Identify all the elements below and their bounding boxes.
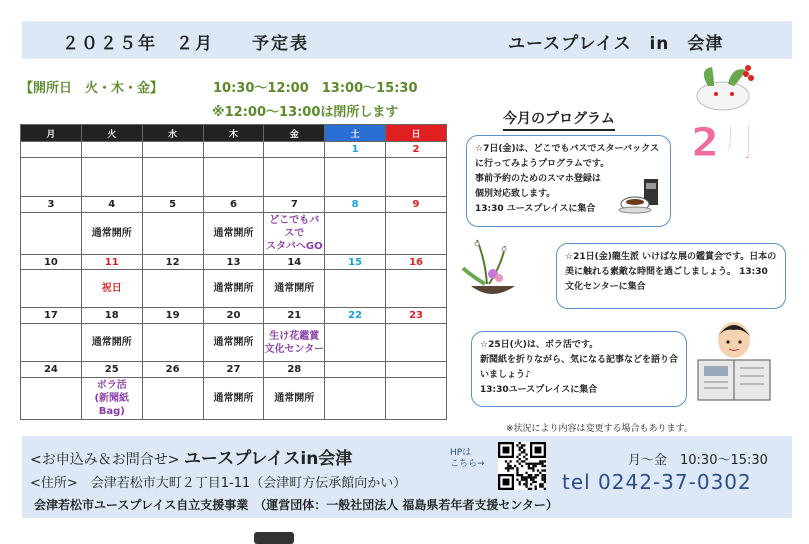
date-row [21, 362, 447, 378]
newspaper-reader-icon [694, 318, 774, 404]
weekday-6: 日 [386, 125, 447, 142]
event-cell [21, 377, 82, 419]
page-title: ２０２５年 ２月 予定表 [62, 34, 309, 54]
date-cell: 28 [264, 362, 325, 378]
event-cell [203, 157, 264, 196]
contact-name: ユースプレイスin会津 [183, 449, 353, 469]
event-cell [21, 270, 82, 308]
event-cell [142, 270, 203, 308]
date-cell: 12 [142, 254, 203, 270]
date-row [21, 254, 447, 270]
program-bubble-ikebana [556, 243, 786, 309]
phone-number[interactable]: tel 0242-37-0302 [562, 470, 752, 494]
event-cell [386, 324, 447, 362]
weekday-1: 火 [81, 125, 142, 142]
date-cell: 19 [142, 308, 203, 324]
event-cell: 祝日 [81, 270, 142, 308]
event-cell: 通常開所 [203, 270, 264, 308]
event-cell [21, 212, 82, 254]
address: <住所> 会津若松市大町２丁目1-11（会津町方伝承館向かい） [30, 476, 407, 491]
event-cell [21, 157, 82, 196]
date-cell [81, 142, 142, 158]
date-row [21, 196, 447, 212]
event-cell [142, 212, 203, 254]
date-cell: 27 [203, 362, 264, 378]
coffee-icon [618, 177, 662, 215]
event-cell: 通常開所 [264, 377, 325, 419]
date-cell: 5 [142, 196, 203, 212]
org-name: ユースプレイス in 会津 [508, 34, 724, 54]
date-cell: 1 [325, 142, 386, 158]
program-bubble-volunteer [471, 331, 687, 407]
date-cell: 20 [203, 308, 264, 324]
event-cell [142, 324, 203, 362]
event-cell: 生け花鑑賞 文化センター [264, 324, 325, 362]
date-cell: 22 [325, 308, 386, 324]
event-cell [81, 157, 142, 196]
event-cell [325, 324, 386, 362]
event-cell: 通常開所 [203, 212, 264, 254]
date-cell [264, 142, 325, 158]
event-cell: ボラ活 (新聞紙Bag) [81, 377, 142, 419]
date-cell: 23 [386, 308, 447, 324]
month-badge [683, 68, 793, 163]
opening-days: 【開所日 火・木・金】 [20, 81, 164, 96]
closed-note: ※12:00～13:00は閉所します [212, 105, 399, 120]
event-cell [386, 377, 447, 419]
date-row [21, 308, 447, 324]
footer-contact [22, 436, 792, 518]
date-cell: 17 [21, 308, 82, 324]
date-cell: 10 [21, 254, 82, 270]
date-cell: 18 [81, 308, 142, 324]
event-cell: 通常開所 [264, 270, 325, 308]
date-cell: 14 [264, 254, 325, 270]
date-cell: 15 [325, 254, 386, 270]
calendar-table [20, 124, 447, 420]
date-cell: 11 [81, 254, 142, 270]
change-note: ※状況により内容は変更する場合もあります。 [506, 424, 693, 434]
date-cell: 9 [386, 196, 447, 212]
weekday-0: 月 [21, 125, 82, 142]
date-cell [386, 362, 447, 378]
date-cell: 7 [264, 196, 325, 212]
event-row [21, 377, 447, 419]
event-cell [386, 212, 447, 254]
event-cell: 通常開所 [81, 324, 142, 362]
event-row [21, 324, 447, 362]
program-text: ☆21日(金)龍生派 いけばな展の鑑賞会です。日本の美に触れる素敵な時間を過ごしましょう。 13:30 文化センターに集合 [565, 252, 777, 292]
weekday-4: 金 [264, 125, 325, 142]
event-cell: 通常開所 [81, 212, 142, 254]
opening-days-line [20, 77, 418, 96]
event-row [21, 157, 447, 196]
event-cell [386, 157, 447, 196]
event-cell [325, 270, 386, 308]
bottom-tab [254, 532, 294, 544]
weekday-2: 水 [142, 125, 203, 142]
event-cell: 通常開所 [203, 377, 264, 419]
hp-label: HPは こちら→ [450, 448, 485, 469]
svg-text:2月: 2月 [691, 120, 759, 163]
program-text: ☆7日(金)は、どこでもバスでスターバックスに行ってみようプログラムです。 事前予約のためのスマホ登録は 個別対応致します。 13:30 ユースプレイスに集合 [475, 144, 660, 214]
contact-line [30, 444, 352, 469]
program-text: ☆25日(火)は、ボラ活です。 新聞紙を折りながら、気になる記事などを語り合いましょう♪ 13:30ユースプレイスに集合 [480, 340, 679, 395]
event-cell [264, 157, 325, 196]
event-cell [142, 157, 203, 196]
date-cell [203, 142, 264, 158]
date-cell: 25 [81, 362, 142, 378]
event-cell [21, 324, 82, 362]
event-cell [325, 157, 386, 196]
date-cell: 13 [203, 254, 264, 270]
date-row [21, 142, 447, 158]
date-cell: 26 [142, 362, 203, 378]
office-hours: 月～金 10:30～15:30 [628, 453, 768, 468]
event-cell [325, 212, 386, 254]
event-row [21, 270, 447, 308]
event-cell: どこでもバスで スタバへGO [264, 212, 325, 254]
qr-code-icon[interactable] [498, 442, 546, 490]
date-cell: 6 [203, 196, 264, 212]
event-cell [142, 377, 203, 419]
event-cell: 通常開所 [203, 324, 264, 362]
date-cell: 3 [21, 196, 82, 212]
opening-times: 10:30～12:00 13:00～15:30 [213, 81, 418, 96]
date-cell: 24 [21, 362, 82, 378]
date-cell: 2 [386, 142, 447, 158]
ikebana-icon [457, 234, 527, 304]
weekday-3: 木 [203, 125, 264, 142]
event-row [21, 212, 447, 254]
operator-line: 会津若松市ユースプレイス自立支援事業 （運営団体：一般社団法人 福島県若年者支援センター） [34, 498, 558, 512]
event-cell [325, 377, 386, 419]
event-cell [386, 270, 447, 308]
weekday-header [21, 125, 447, 142]
date-cell: 8 [325, 196, 386, 212]
program-title: 今月のプログラム [503, 108, 615, 131]
date-cell [142, 142, 203, 158]
date-cell: 4 [81, 196, 142, 212]
date-cell: 16 [386, 254, 447, 270]
date-cell [325, 362, 386, 378]
date-cell [21, 142, 82, 158]
date-cell: 21 [264, 308, 325, 324]
weekday-5: 土 [325, 125, 386, 142]
contact-prefix: <お申込み＆お問合せ> [30, 452, 180, 468]
header-bar [22, 21, 792, 59]
